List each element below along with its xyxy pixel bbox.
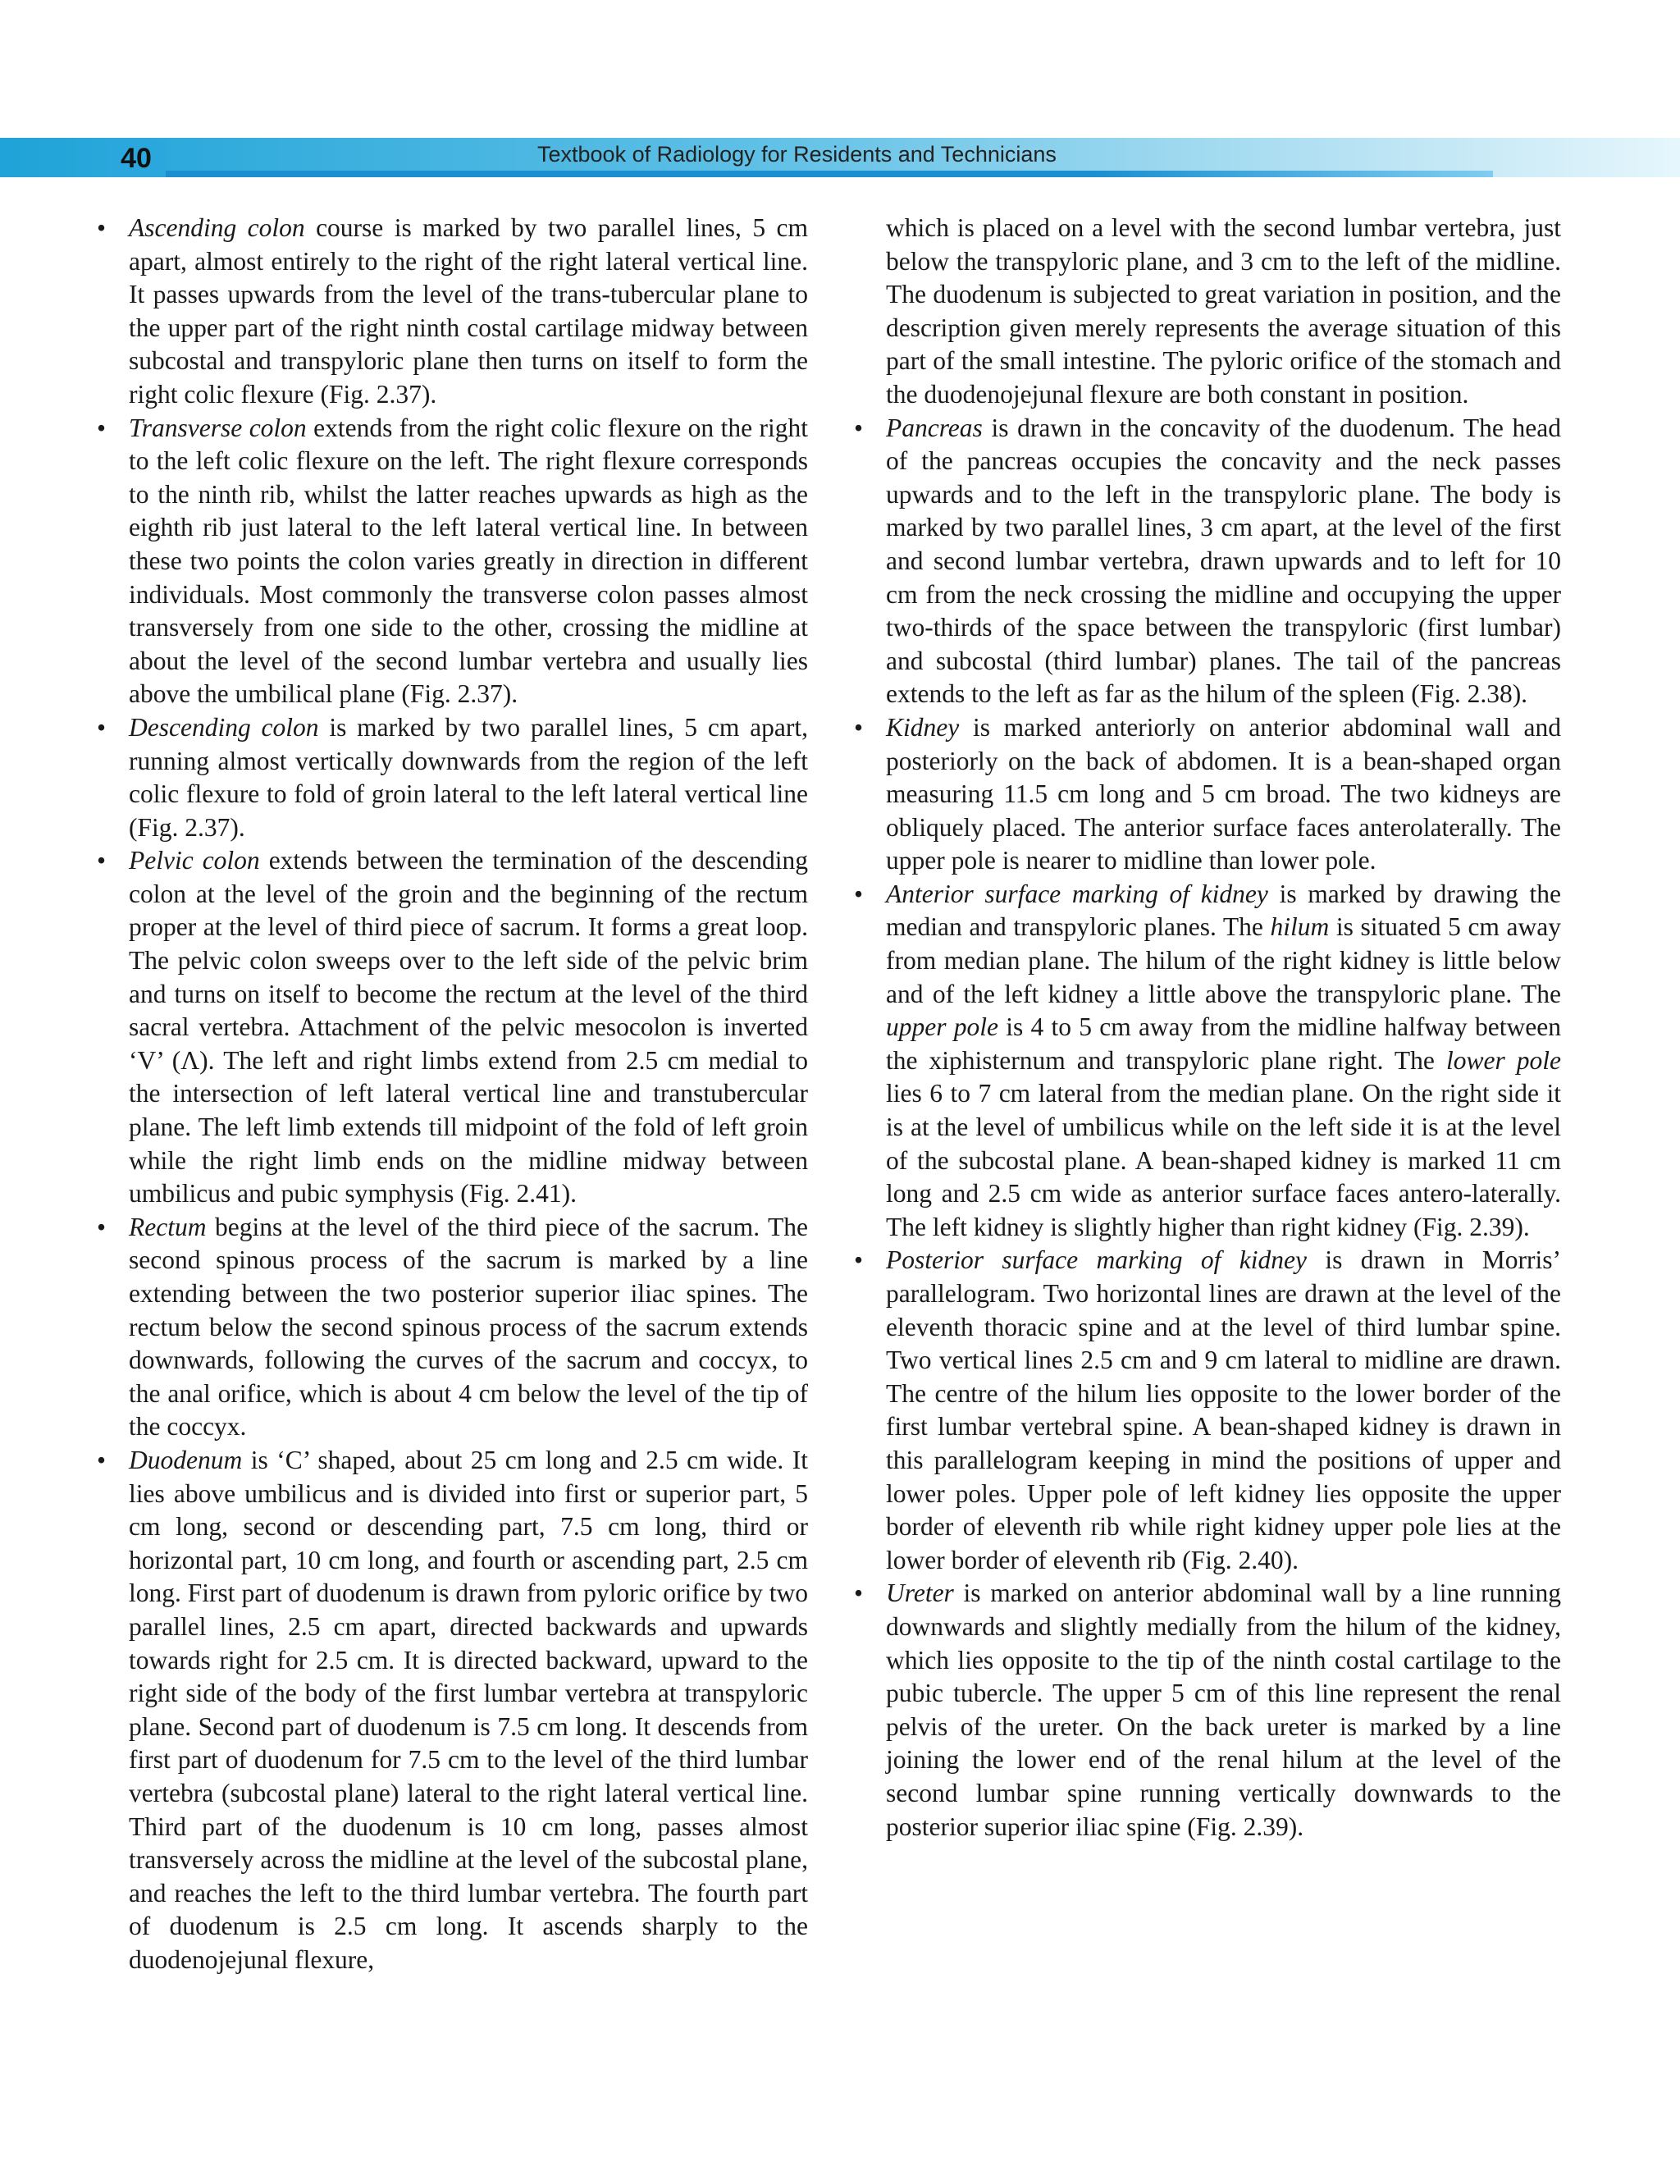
bullet: • bbox=[97, 1212, 107, 1241]
item-text: lies 6 to 7 cm lateral from the median plane. On the right side it is at the level of umbilicus while on the left side it is at the level of the subcostal plane. A bean-shaped kidney is marked 11 cm long and 2.5 cm wide as anterior surface faces antero-laterally. The left kidney is slightly higher than right kidney (Fig. 2.39). bbox=[886, 1079, 1561, 1241]
term: Transverse colon bbox=[129, 413, 307, 442]
term: Posterior surface marking of kidney bbox=[886, 1245, 1307, 1275]
term-hilum: hilum bbox=[1270, 912, 1330, 942]
page-number: 40 bbox=[107, 139, 166, 177]
term: Duodenum bbox=[129, 1445, 243, 1474]
list-item-pelvic-colon bbox=[97, 844, 809, 1211]
item-text: is ‘C’ shaped, about 25 cm long and 2.5 cm wide. It lies above umbilicus and is divided into first or superior part, 5 cm long, second or descending part, 7.5 cm long, third or horizontal part, 10 cm long, and fourth or ascending part, 2.5 cm long. First part of duodenum is drawn from pyloric orifice by two parallel lines, 2.5 cm apart, directed backwards and upwards towards right for 2.5 cm. It is directed backward, upward to the right side of the body of the first lumbar vertebra at transpyloric plane. Second part of duodenum is 7.5 cm long. It descends from first part of duodenum for 7.5 cm to the level of the third lumbar vertebra (subcostal plane) lateral to the right lateral vertical line. Third part of the duodenum is 10 cm long, passes almost transversely across the midline at the level of the subcostal plane, and reaches the left to the third lumbar vertebra. The fourth part of duodenum is 2.5 cm long. It ascends sharply to the duodenojejunal flexure, bbox=[129, 1445, 808, 1974]
item-text: course is marked by two parallel lines, 5 cm apart, almost entirely to the right of the right lateral vertical line. It passes upwards from the level of the trans-tubercular plane to the upper part of the right ninth costal cartilage midway between subcostal and transpyloric plane then turns on itself to form the right colic flexure (Fig. 2.37). bbox=[129, 213, 809, 409]
item-text: is drawn in the concavity of the duodenum. The head of the pancreas occupies the concavity and the neck passes upwards and to the left in the transpyloric plane. The body is marked by two parallel lines, 3 cm apart, at the level of the first and second lumbar vertebra, drawn upwards and to left for 10 cm from the neck crossing the midline and occupying the upper two-thirds of the space between the transpyloric (first lumbar) and subcostal (third lumbar) planes. The tail of the pancreas extends to the left as far as the hilum of the spleen (Fig. 2.38). bbox=[886, 413, 1561, 709]
item-text: is marked by two parallel lines, 5 cm apart, running almost vertically downwards from the region of the left colic flexure to fold of groin lateral to the left lateral vertical line (Fig. 2.37). bbox=[129, 712, 808, 842]
term: Ascending colon bbox=[129, 213, 305, 242]
list-item-anterior-surface-marking bbox=[854, 878, 1562, 1245]
term: Pelvic colon bbox=[129, 846, 260, 875]
item-text: is situated 5 cm away from median plane. The hilum of the right kidney is little below and of the left kidney a little above the transpyloric plane. The bbox=[886, 912, 1562, 1008]
item-text: is 4 to 5 cm away from the midline halfway between the xiphisternum and transpyloric plane right. The bbox=[886, 1012, 1561, 1075]
item-text: extends from the right colic flexure on the right to the left colic flexure on the left. The right flexure corresponds to the ninth rib, whilst the latter reaches upwards as high as the eighth rib just lateral to the left lateral vertical line. In between these two points the colon varies greatly in direction in different individuals. Most commonly the transverse colon passes almost transversely from one side to the other, crossing the midline at about the level of the second lumbar vertebra and usually lies above the umbilical plane (Fig. 2.37). bbox=[129, 413, 808, 709]
item-text: extends between the termination of the descending colon at the level of the groin and the beginning of the rectum proper at the level of third piece of sacrum. It forms a great loop. The pelvic colon sweeps over to the left side of the pelvic brim and turns on itself to become the rectum at the level of the third sacral vertebra. Attachment of the pelvic mesocolon is inverted ‘V’ (Λ). The left and right limbs extend from 2.5 cm medial to the intersection of left lateral vertical line and transtubercular plane. The left limb extends till midpoint of the fold of left groin while the right limb ends on the midline midway between umbilicus and pubic symphysis (Fig. 2.41). bbox=[129, 846, 809, 1209]
term: Ureter bbox=[886, 1579, 954, 1608]
term: Kidney bbox=[886, 712, 960, 742]
bullet: • bbox=[854, 1579, 864, 1608]
left-column bbox=[97, 212, 809, 1976]
item-text: begins at the level of the third piece of the sacrum. The second spinous process of the sacrum is marked by a line extending between the two posterior superior iliac spines. The rectum below the second spinous process of the sacrum extends downwards, following the curves of the sacrum and coccyx, to the anal orifice, which is about 4 cm below the level of the tip of the coccyx. bbox=[129, 1212, 808, 1442]
list-item-rectum bbox=[97, 1211, 808, 1444]
term: Descending colon bbox=[129, 712, 319, 742]
list-item-ascending-colon bbox=[97, 212, 809, 412]
list-item-kidney bbox=[854, 711, 1561, 878]
bullet: • bbox=[97, 712, 107, 742]
duodenum-continuation bbox=[882, 212, 1561, 412]
bullet: • bbox=[854, 712, 864, 742]
list-item-posterior-surface-marking bbox=[854, 1244, 1561, 1577]
continuation-text: which is placed on a level with the second lumbar vertebra, just below the transpyloric plane, and 3 cm to the left of the midline. The duodenum is subjected to great variation in position, and the description given merely represents the average situation of this part of the small intestine. The pyloric orifice of the stomach and the duodenojejunal flexure are both constant in position. bbox=[886, 213, 1561, 409]
bullet: • bbox=[854, 1245, 864, 1275]
list-item-pancreas bbox=[854, 412, 1561, 711]
term: Rectum bbox=[129, 1212, 207, 1241]
bullet: • bbox=[97, 413, 107, 442]
bullet: • bbox=[97, 846, 107, 875]
list-item-ureter bbox=[854, 1577, 1561, 1844]
item-text: is drawn in Morris’ parallelogram. Two horizontal lines are drawn at the level of the eleventh thoracic spine and at the level of third lumbar spine. Two vertical lines 2.5 cm and 9 cm lateral to midline are drawn. The centre of the hilum lies opposite to the lower border of the first lumbar vertebral spine. A bean-shaped kidney is drawn in this parallelogram keeping in mind the positions of upper and lower poles. Upper pole of left kidney lies opposite the upper border of eleventh rib while right kidney upper pole lies at the lower border of eleventh rib (Fig. 2.40). bbox=[886, 1245, 1561, 1574]
bullet: • bbox=[854, 413, 864, 442]
term: Anterior surface marking of kidney bbox=[886, 879, 1268, 908]
bullet: • bbox=[97, 1445, 107, 1474]
list-item-transverse-colon bbox=[97, 412, 808, 711]
term-upper-pole: upper pole bbox=[886, 1012, 998, 1042]
list-item-descending-colon bbox=[97, 711, 808, 844]
running-title: Textbook of Radiology for Residents and Technicians bbox=[537, 142, 1057, 167]
term: Pancreas bbox=[886, 413, 983, 442]
term-lower-pole: lower pole bbox=[1445, 1045, 1561, 1075]
bullet: • bbox=[854, 879, 864, 908]
list-item-duodenum bbox=[97, 1444, 808, 1977]
right-column bbox=[854, 212, 1562, 1844]
header-rule bbox=[164, 171, 1493, 177]
item-text: is marked on anterior abdominal wall by a line running downwards and slightly medially from the hilum of the kidney, which lies opposite to the tip of the ninth costal cartilage to the pubic tubercle. The upper 5 cm of this line represent the renal pelvis of the ureter. On the back ureter is marked by a line joining the lower end of the renal hilum at the level of the second lumbar spine running vertically downwards to the posterior superior iliac spine (Fig. 2.39). bbox=[886, 1579, 1561, 1841]
item-text: is marked by drawing the median and transpyloric planes. The bbox=[886, 879, 1561, 942]
bullet: • bbox=[97, 213, 107, 242]
item-text: is marked anteriorly on anterior abdominal wall and posteriorly on the back of abdomen. It is a bean-shaped organ measuring 11.5 cm long and 5 cm broad. The two kidneys are obliquely placed. The anterior surface faces anterolaterally. The upper pole is nearer to midline than lower pole. bbox=[886, 712, 1561, 875]
